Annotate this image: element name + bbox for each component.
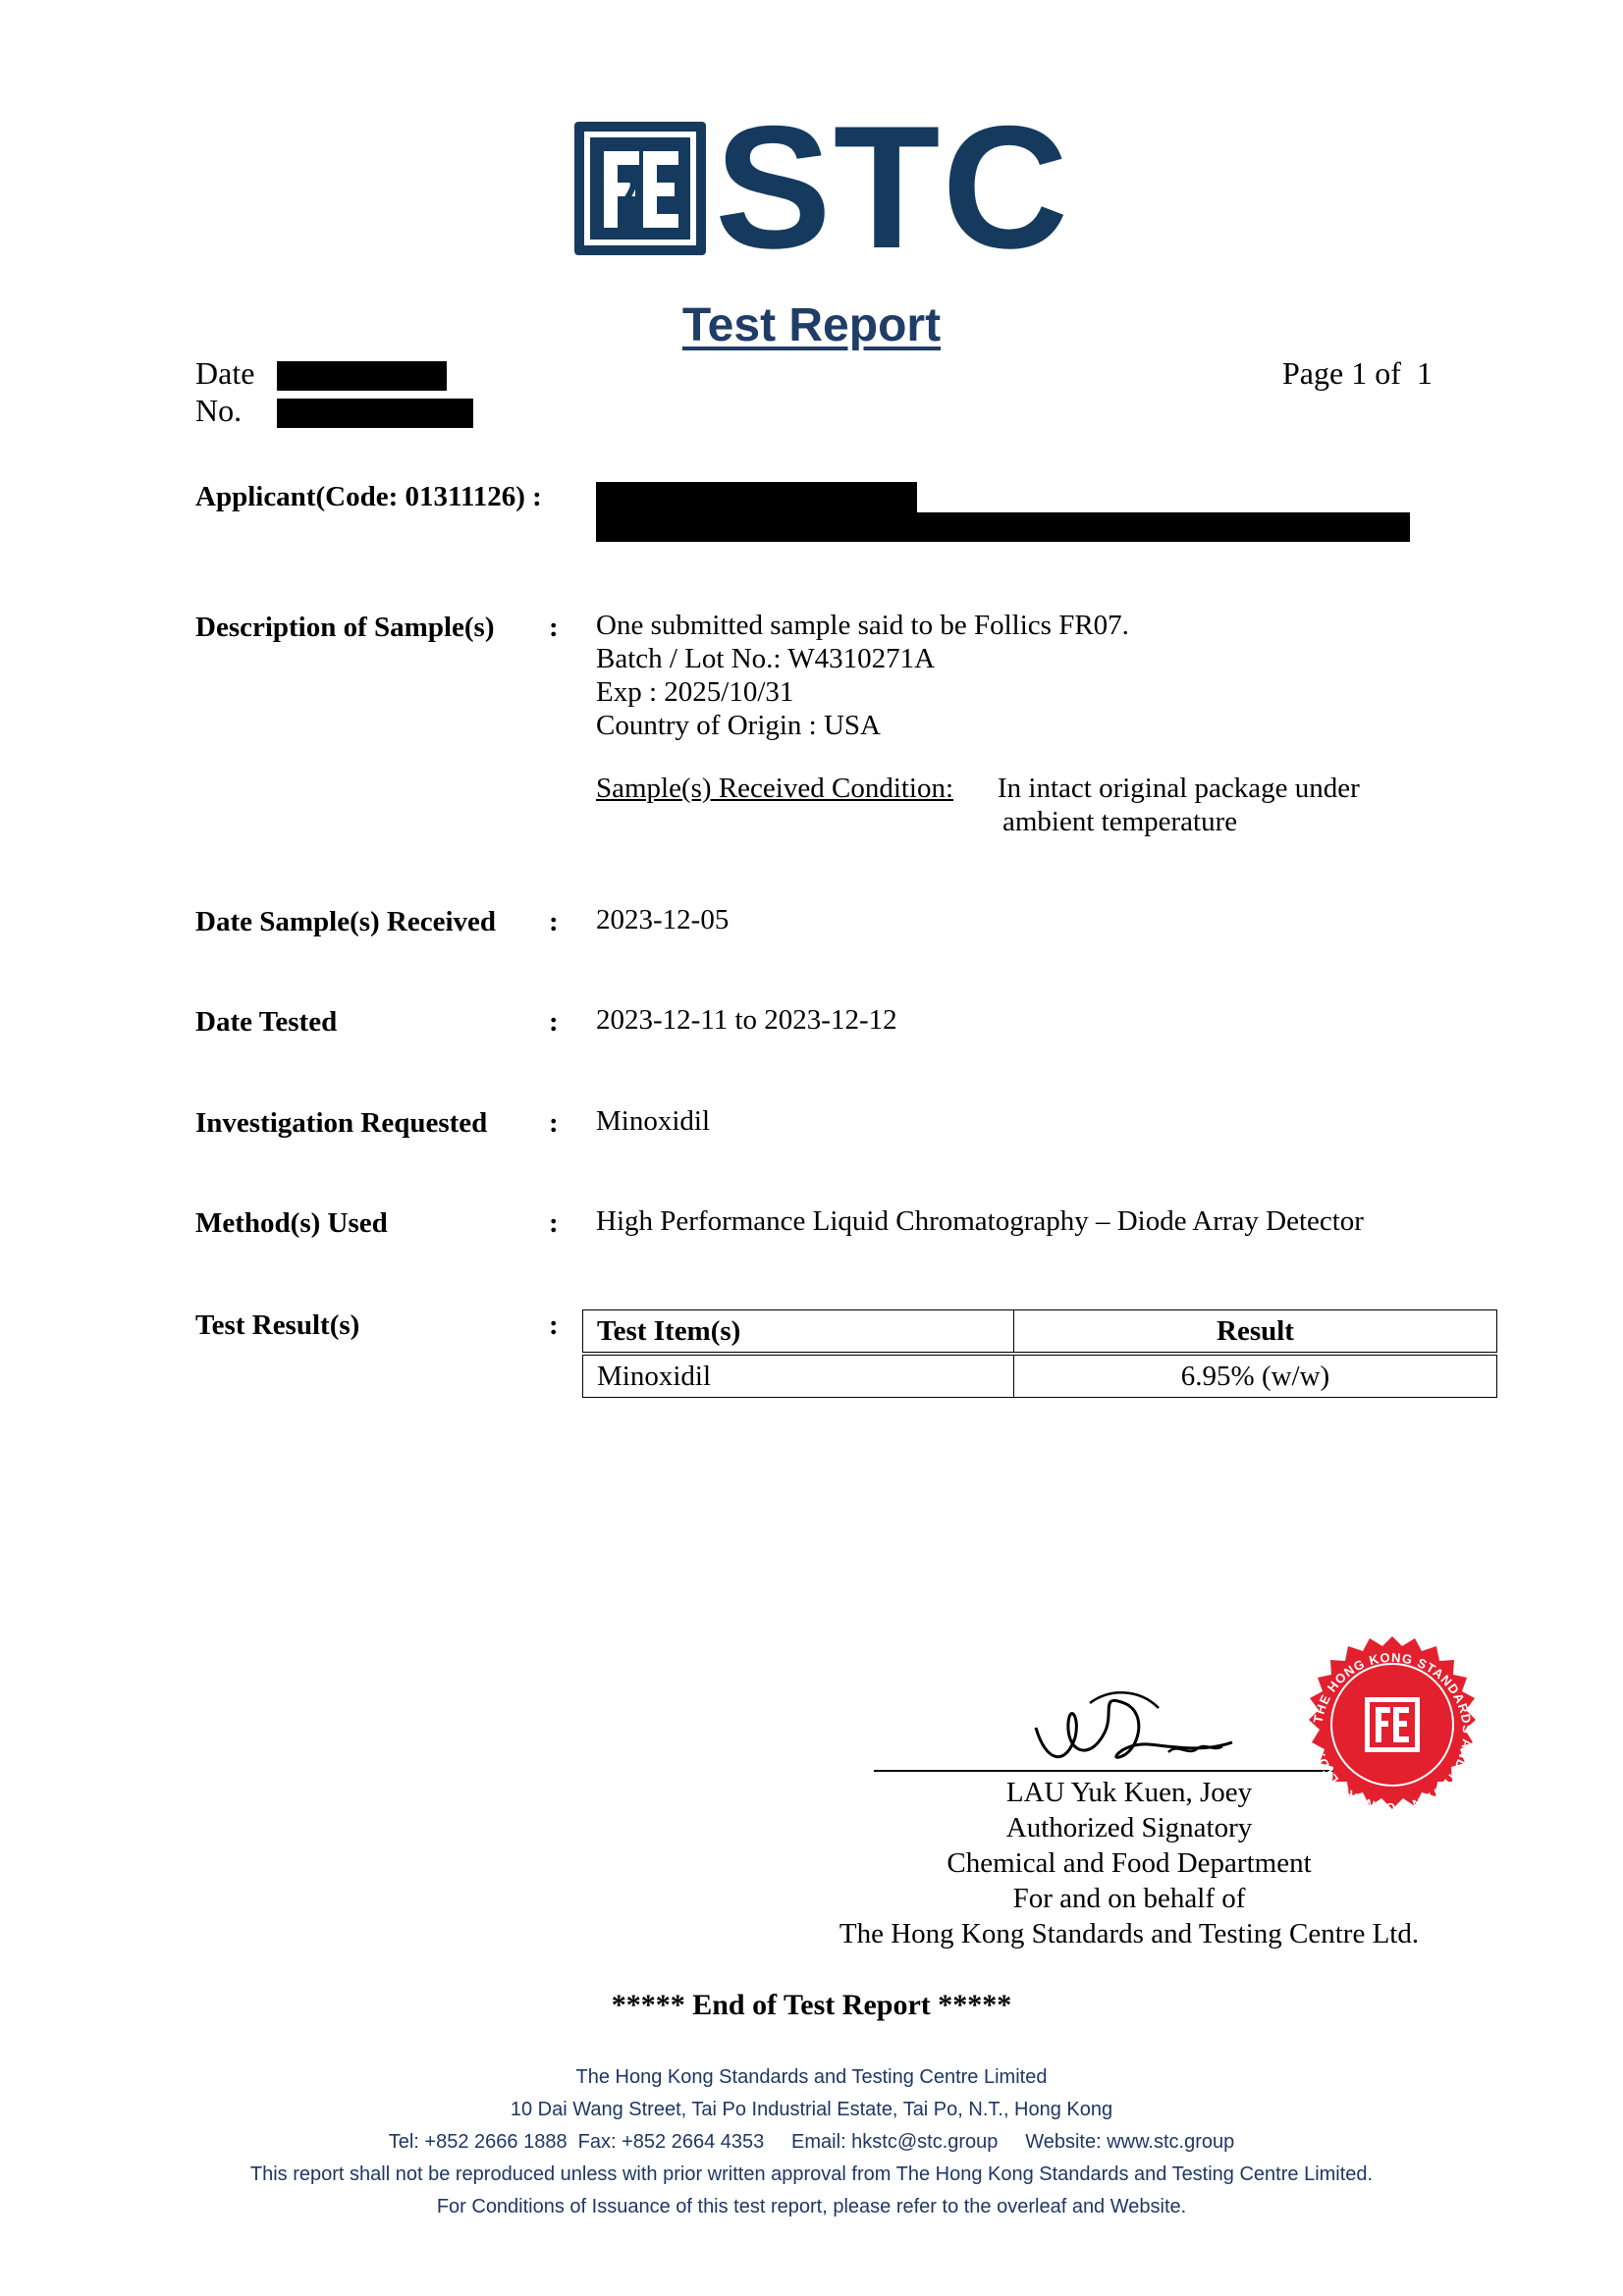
stc-logo-mark — [574, 122, 706, 255]
table-row — [583, 1354, 1497, 1398]
date-received-label: Date Sample(s) Received — [195, 906, 497, 937]
results-header-item: Test Item(s) — [583, 1310, 1014, 1355]
handwritten-signature — [1031, 1683, 1247, 1777]
redacted-applicant-name — [596, 482, 917, 515]
description-line: One submitted sample said to be Follics FR07. — [596, 610, 1129, 641]
date-received-value: 2023-12-05 — [596, 904, 730, 935]
date-received-colon: : — [549, 906, 559, 937]
signatory-behalf: For and on behalf of — [1012, 1883, 1246, 1914]
description-colon: : — [549, 612, 559, 643]
date-label: Date — [195, 355, 255, 391]
results-label: Test Result(s) — [195, 1309, 360, 1341]
results-colon: : — [549, 1309, 559, 1341]
investigation-value: Minoxidil — [596, 1105, 711, 1137]
footer-company: The Hong Kong Standards and Testing Centre Limited — [575, 2066, 1048, 2088]
stc-wordmark: STC — [715, 89, 1070, 285]
end-of-report: ***** End of Test Report ***** — [611, 1989, 1012, 2021]
date-tested-label: Date Tested — [195, 1006, 338, 1038]
stc-logo — [574, 89, 1070, 285]
report-no-label: No. — [195, 393, 243, 428]
method-label: Method(s) Used — [195, 1207, 388, 1239]
date-tested-colon: : — [549, 1006, 559, 1038]
method-value: High Performance Liquid Chromatography – Diode Array Detector — [596, 1205, 1364, 1237]
footer-address: 10 Dai Wang Street, Tai Po Industrial Estate, Tai Po, N.T., Hong Kong — [510, 2099, 1113, 2120]
signatory-role: Authorized Signatory — [1005, 1812, 1253, 1843]
description-line: Country of Origin : USA — [596, 710, 881, 741]
signatory-company: The Hong Kong Standards and Testing Centre Ltd. — [839, 1918, 1420, 1949]
results-header-result: Result — [1014, 1310, 1497, 1355]
description-line: Exp : 2025/10/31 — [596, 676, 794, 708]
date-tested-value: 2023-12-11 to 2023-12-12 — [596, 1004, 897, 1036]
footer-conditions: For Conditions of Issuance of this test report, please refer to the overleaf and Website. — [436, 2196, 1187, 2217]
result-item: Minoxidil — [583, 1354, 1014, 1398]
description-label: Description of Sample(s) — [195, 612, 495, 643]
page-title: Test Report — [681, 299, 942, 351]
stamp-text: THE HONG KONG STANDARDS AND TESTING CENTRE LTD. — [1310, 1649, 1476, 1816]
description-line: Batch / Lot No.: W4310271A — [596, 643, 936, 674]
applicant-label: Applicant(Code: 01311126) : — [195, 481, 542, 512]
method-colon: : — [549, 1207, 559, 1239]
signatory-department: Chemical and Food Department — [947, 1847, 1312, 1879]
footer-disclaimer: This report shall not be reproduced unless with prior written approval from The Hong Kong Standards and Testing Centre Limited. — [249, 2163, 1374, 2185]
investigation-colon: : — [549, 1107, 559, 1139]
condition-label: Sample(s) Received Condition: — [596, 773, 954, 804]
results-header-row — [583, 1310, 1497, 1355]
description-values — [596, 609, 1480, 742]
redacted-date — [277, 361, 447, 391]
footer-contact: Tel: +852 2666 1888 Fax: +852 2664 4353 Email: hkstc@stc.group Website: www.stc.group — [388, 2131, 1235, 2153]
signatory-name: LAU Yuk Kuen, Joey — [1005, 1777, 1253, 1808]
investigation-label: Investigation Requested — [195, 1107, 488, 1139]
condition-value-line1: In intact original package under — [998, 773, 1360, 804]
redacted-report-no — [277, 399, 473, 428]
results-table — [582, 1309, 1497, 1398]
footer — [0, 2061, 1623, 2223]
page-number: Page 1 of 1 — [1282, 355, 1433, 391]
redacted-applicant-address — [596, 512, 1410, 542]
result-value: 6.95% (w/w) — [1014, 1354, 1497, 1398]
condition-value-line2: ambient temperature — [1002, 806, 1238, 837]
